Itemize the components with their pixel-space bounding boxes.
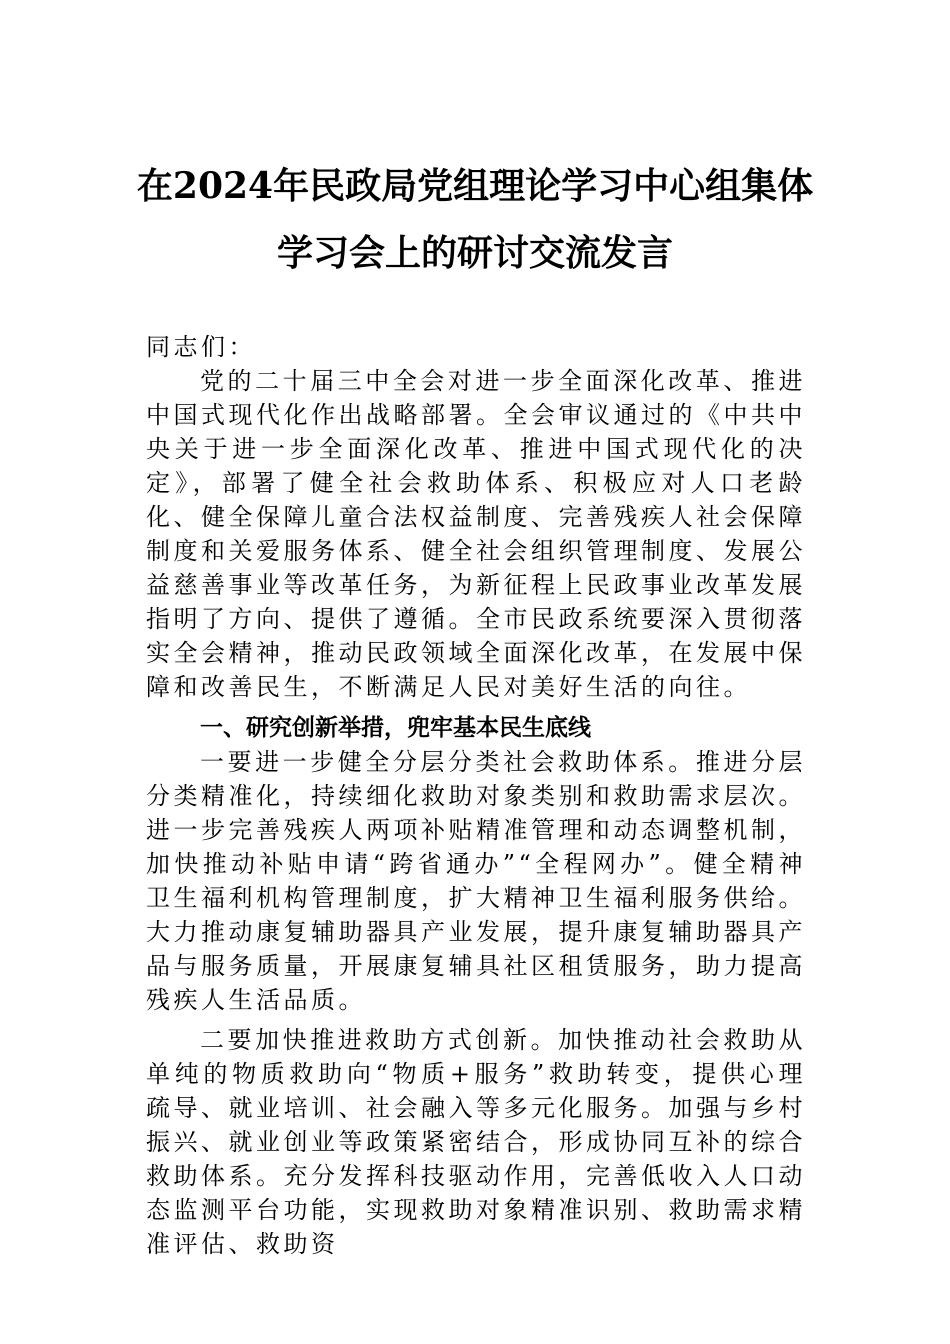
paragraph-2: 一要进一步健全分层分类社会救助体系。推进分层分类精准化，持续细化救助对象类别和救助需求层次。进一步完善残疾人两项补贴精准管理和动态调整机制，加快推动补贴申请“跨省通办”“全程网办”。健全精神卫生福利机构管理制度，扩大精神卫生福利服务供给。大力推动康复辅助器具产业发展，提升康复辅助器具产品与服务质量，开展康复辅具社区租赁服务，助力提高残疾人生活品质。 xyxy=(146,748,806,1014)
document-title-line-2: 学习会上的研讨交流发言 xyxy=(276,232,673,274)
body-section-3 xyxy=(146,1023,806,1261)
salutation: 同志们： xyxy=(146,333,256,361)
paragraph-3: 二要加快推进救助方式创新。加快推动社会救助从单纯的物质救助向“物质+服务”救助转变，提供心理疏导、就业培训、社会融入等多元化服务。加强与乡村振兴、就业创业等政策紧密结合，形成协同互补的综合救助体系。充分发挥科技驱动作用，完善低收入人口动态监测平台功能，实现救助对象精准识别、救助需求精准评估、救助资 xyxy=(146,1026,806,1258)
paragraph-1: 党的二十届三中全会对进一步全面深化改革、推进中国式现代化作出战略部署。全会审议通过的《中共中央关于进一步全面深化改革、推进中国式现代化的决定》，部署了健全社会救助体系、积极应对人口老龄化、健全保障儿童合法权益制度、完善残疾人社会保障制度和关爱服务体系、健全社会组织管理制度、发展公益慈善事业等改革任务，为新征程上民政事业改革发展指明了方向、提供了遵循。全市民政系统要深入贯彻落实全会精神，推动民政领域全面深化改革，在发展中保障和改善民生，不断满足人民对美好生活的向往。 xyxy=(146,367,806,701)
body-section-2 xyxy=(146,745,806,1017)
body-section-1 xyxy=(146,364,806,704)
section-heading-1: 一、研究创新举措，兜牢基本民生底线 xyxy=(200,715,591,741)
document-title-line-1: 在2024年民政局党组理论学习中心组集体 xyxy=(136,165,814,207)
